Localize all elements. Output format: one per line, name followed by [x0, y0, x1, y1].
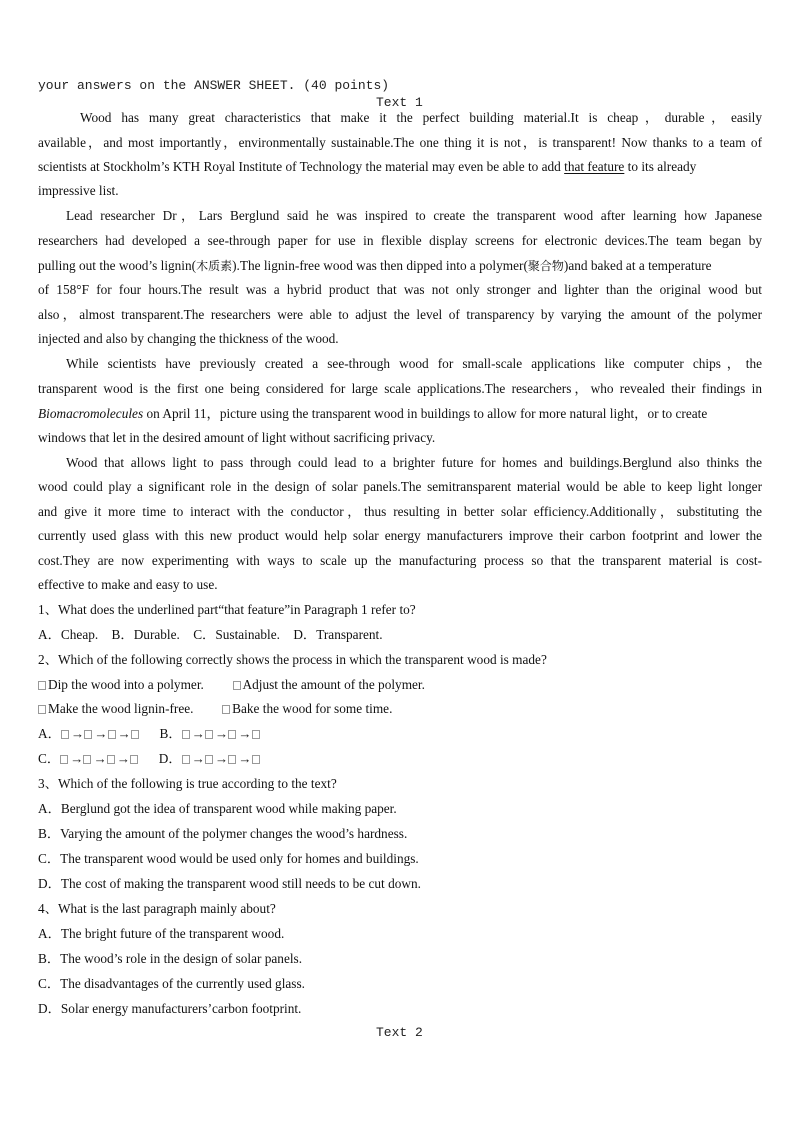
- step-lignin-free: Make the wood lignin-free.: [48, 701, 194, 716]
- arrow-icon: →: [117, 726, 131, 741]
- q1-option-d[interactable]: D．Transparent.: [293, 627, 383, 642]
- q2-option-a[interactable]: [38, 726, 141, 741]
- polymer-chinese-gloss: 聚合物: [527, 259, 564, 273]
- q2-option-c-label: C．: [38, 751, 61, 766]
- arrow-icon: →: [94, 726, 108, 741]
- p1-line-2: available，and most importantly，environmentally sustainable.The one thing it is not，is transparent! Now thanks to a team of: [38, 135, 762, 150]
- step-dip: Dip the wood into a polymer.: [48, 677, 204, 692]
- q2-option-b-label: B．: [159, 726, 182, 741]
- q3-option-b[interactable]: B．Varying the amount of the polymer changes the wood’s hardness.: [38, 826, 408, 841]
- arrow-icon: →: [191, 751, 205, 766]
- q4-option-d[interactable]: D．Solar energy manufacturers’carbon footprint.: [38, 1001, 302, 1016]
- arrow-icon: →: [214, 726, 229, 741]
- step-marker-icon: [61, 730, 69, 739]
- q2-option-d-label: D．: [158, 751, 182, 766]
- step-marker-icon: [228, 730, 236, 739]
- step-marker-icon: [130, 755, 138, 764]
- arrow-icon: →: [93, 751, 107, 766]
- p1-line-3: [38, 158, 762, 175]
- p2-line-4: of 158°F for four hours.The result was a hybrid product that was not only stronger and lighter than the original wood but: [38, 282, 762, 297]
- step-marker-icon: [60, 755, 68, 764]
- p3-line-4: windows that let in the desired amount of light without sacrificing privacy.: [38, 430, 436, 445]
- p3-line-2: transparent wood is the first one being considered for large scale applications.The researchers，who revealed their findings in: [38, 381, 762, 396]
- question-4-stem: 4、What is the last paragraph mainly about?: [38, 901, 276, 916]
- q2-options-row-1: [38, 725, 762, 742]
- p2-line-5: also，almost transparent.The researchers were able to adjust the level of transparency by varying the amount of the polymer: [38, 307, 762, 322]
- step-marker-icon: [131, 730, 139, 739]
- p3-line-3-text: on April 11，picture using the transparent wood in buildings to allow for more natural light，or to create: [143, 406, 708, 421]
- q3-option-a[interactable]: A．Berglund got the idea of transparent wood while making paper.: [38, 801, 397, 816]
- step-marker-icon: [38, 705, 46, 714]
- arrow-icon: →: [214, 751, 229, 766]
- step-marker-icon: [252, 755, 260, 764]
- q1-option-c[interactable]: C．Sustainable.: [193, 627, 280, 642]
- step-marker-icon: [83, 755, 91, 764]
- question-1-stem: 1、What does the underlined part“that feature”in Paragraph 1 refer to?: [38, 602, 416, 617]
- q2-option-c[interactable]: [38, 751, 140, 766]
- q3-option-d[interactable]: D．The cost of making the transparent wood still needs to be cut down.: [38, 876, 421, 891]
- step-marker-icon: [233, 681, 241, 690]
- question-2-stem: 2、Which of the following correctly shows the process in which the transparent wood is made?: [38, 652, 547, 667]
- lignin-chinese-gloss: 木质素: [196, 259, 233, 273]
- text-2-title: Text 2: [376, 1025, 423, 1040]
- step-marker-icon: [38, 681, 46, 690]
- question-3-stem: 3、Which of the following is true according to the text?: [38, 776, 337, 791]
- step-marker-icon: [228, 755, 236, 764]
- q1-option-a[interactable]: A．Cheap.: [38, 627, 99, 642]
- instruction-text: your answers on the ANSWER SHEET. (40 points): [38, 78, 390, 93]
- p1-line-3-tail: to its already: [624, 159, 697, 174]
- q2-option-b[interactable]: [159, 726, 261, 741]
- step-marker-icon: [182, 730, 190, 739]
- q2-option-a-label: A．: [38, 726, 61, 741]
- p4-line-6: effective to make and easy to use.: [38, 577, 218, 592]
- question-1-options: [38, 626, 762, 643]
- step-marker-icon: [107, 755, 115, 764]
- p4-line-2: wood could play a significant role in the design of solar panels.The semitransparent material would be able to keep light longer: [38, 479, 762, 494]
- q4-option-a[interactable]: A．The bright future of the transparent wood.: [38, 926, 285, 941]
- arrow-icon: →: [70, 726, 85, 741]
- text-1-title: Text 1: [376, 95, 423, 110]
- p4-line-3: and give it more time to interact with the conductor，thus resulting in better solar efficiency.Additionally，substituting the: [38, 504, 762, 519]
- q2-option-d[interactable]: [159, 751, 262, 766]
- step-marker-icon: [252, 730, 260, 739]
- p1-line-4: impressive list.: [38, 183, 119, 198]
- p4-line-1: Wood that allows light to pass through could lead to a brighter future for homes and buildings.Berglund also thinks the: [66, 455, 762, 470]
- q2-steps-row-2: [38, 700, 762, 717]
- p2-line-2: researchers had developed a see-through paper for use in flexible display screens for electronic devices.The team began by: [38, 233, 762, 248]
- p2-line-3-a: pulling out the wood’s lignin(: [38, 258, 197, 273]
- arrow-icon: →: [238, 751, 252, 766]
- q2-steps-row-1: [38, 676, 762, 693]
- q4-option-c[interactable]: C．The disadvantages of the currently used glass.: [38, 976, 305, 991]
- p1-line-1: Wood has many great characteristics that make it the perfect building material.It is cheap，durable，easily: [80, 110, 762, 125]
- q2-options-row-2: [38, 750, 762, 767]
- p2-line-3: [38, 257, 762, 275]
- arrow-icon: →: [116, 751, 131, 766]
- p2-line-6: injected and also by changing the thickness of the wood.: [38, 331, 339, 346]
- arrow-icon: →: [238, 726, 252, 741]
- underlined-that-feature: that feature: [564, 159, 625, 174]
- p4-line-5: cost.They are now experimenting with ways to scale up the manufacturing process so that the transparent material is cost-: [38, 553, 762, 568]
- q3-option-c[interactable]: C．The transparent wood would be used only for homes and buildings.: [38, 851, 419, 866]
- step-marker-icon: [84, 730, 92, 739]
- journal-name: Biomacromolecules: [38, 406, 144, 421]
- step-marker-icon: [222, 705, 230, 714]
- p3-line-1: While scientists have previously created a see-through wood for small-scale applications like computer chips，the: [66, 356, 762, 371]
- p4-line-4: currently used glass with this new product would help solar energy manufacturers improve their carbon footprint and lower the: [38, 528, 762, 543]
- step-bake: Bake the wood for some time.: [232, 701, 393, 716]
- step-marker-icon: [108, 730, 116, 739]
- q4-option-b[interactable]: B．The wood’s role in the design of solar panels.: [38, 951, 303, 966]
- step-marker-icon: [205, 755, 213, 764]
- p2-line-1: Lead researcher Dr，Lars Berglund said he was inspired to create the transparent wood after learning how Japanese: [66, 208, 762, 223]
- arrow-icon: →: [70, 751, 84, 766]
- step-marker-icon: [182, 755, 190, 764]
- p2-line-3-b: ).The lignin-free wood was then dipped into a polymer(: [232, 258, 528, 273]
- step-adjust: Adjust the amount of the polymer.: [242, 677, 425, 692]
- p3-line-3: [38, 405, 762, 422]
- p2-line-3-c: )and baked at a temperature: [563, 258, 712, 273]
- p1-line-3-text: scientists at Stockholm’s KTH Royal Institute of Technology the material may even be able to add: [38, 159, 565, 174]
- step-marker-icon: [205, 730, 213, 739]
- arrow-icon: →: [191, 726, 205, 741]
- q1-option-b[interactable]: B．Durable.: [111, 627, 180, 642]
